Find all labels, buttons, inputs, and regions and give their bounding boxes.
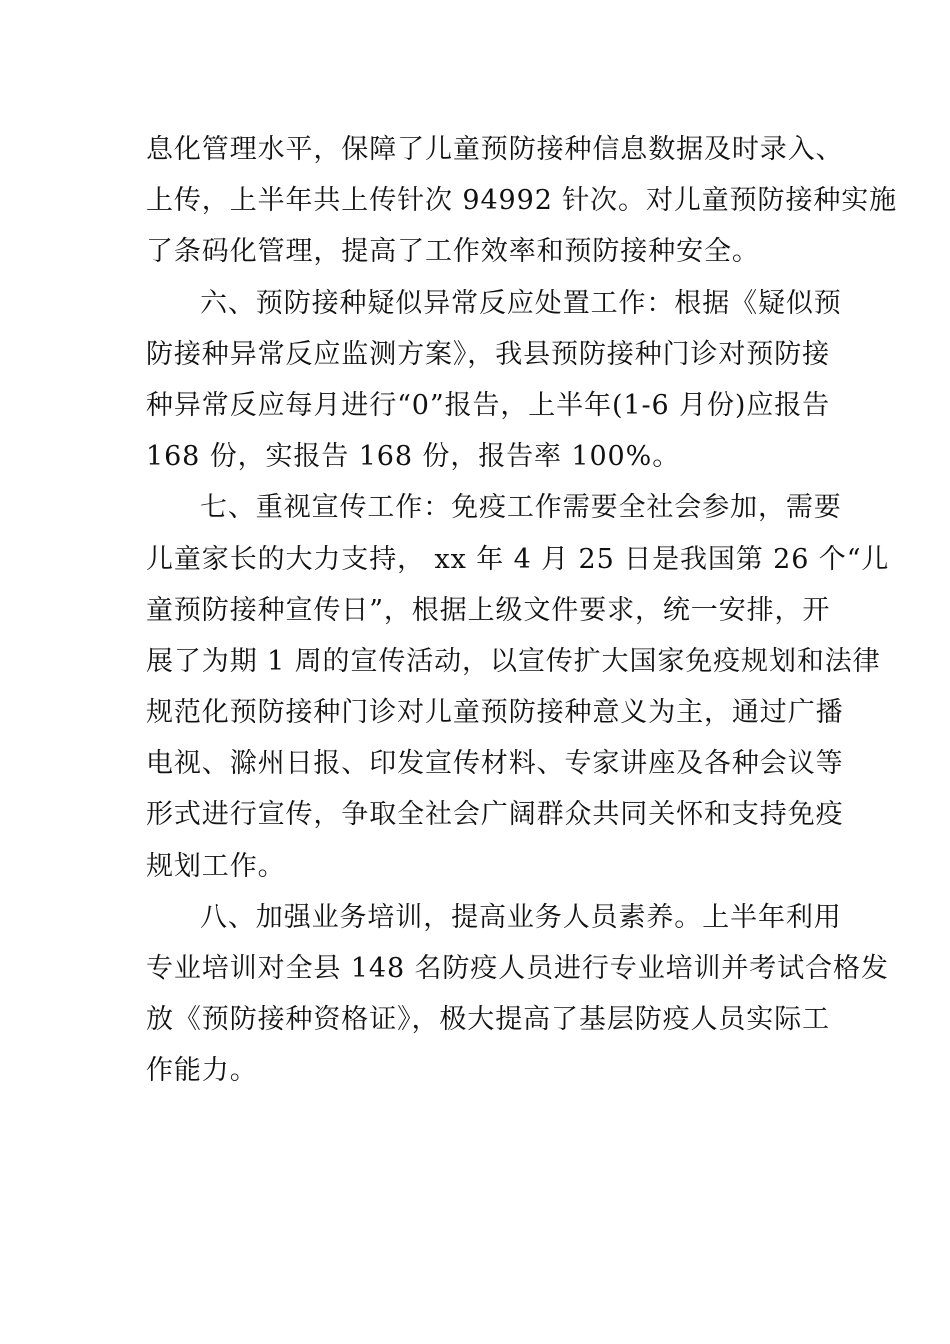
text-line: 防接种异常反应监测方案》，我县预防接种门诊对预防接 (146, 338, 830, 370)
text-line: 专业培训对全县 148 名防疫人员进行专业培训并考试合格发 (146, 953, 889, 984)
text-line: 息化管理水平，保障了儿童预防接种信息数据及时录入、 (146, 134, 844, 165)
text-line: 展了为期 1 周的宣传活动，以宣传扩大国家免疫规划和法律 (146, 645, 881, 677)
paragraph-7-start: 七、重视宣传工作：免疫工作需要全社会参加，需要 (200, 492, 842, 524)
text-line: 儿童家长的大力支持， xx 年 4 月 25 日是我国第 26 个“儿 (146, 543, 890, 575)
text-line: 童预防接种宣传日”，根据上级文件要求，统一安排，开 (146, 594, 831, 626)
text-line: 规划工作。 (146, 850, 286, 882)
text-line: 了条码化管理，提高了工作效率和预防接种安全。 (146, 236, 760, 268)
text-line: 规范化预防接种门诊对儿童预防接种意义为主，通过广播 (146, 697, 844, 729)
text-line: 放《预防接种资格证》，极大提高了基层防疫人员实际工 (146, 1004, 830, 1036)
paragraph-6-start: 六、预防接种疑似异常反应处置工作：根据《疑似预 (200, 287, 842, 319)
text-line: 电视、滁州日报、印发宣传材料、专家讲座及各种会议等 (146, 748, 844, 780)
text-line: 168 份，实报告 168 份，报告率 100%。 (146, 441, 681, 473)
text-line: 上传，上半年共上传针次 94992 针次。对儿童预防接种实施 (146, 185, 898, 217)
text-line: 种异常反应每月进行“0”报告，上半年(1-6 月份)应报告 (146, 389, 831, 421)
text-line: 作能力。 (146, 1055, 258, 1087)
text-line: 形式进行宣传，争取全社会广阔群众共同关怀和支持免疫 (146, 799, 844, 831)
paragraph-8-start: 八、加强业务培训，提高业务人员素养。上半年利用 (200, 901, 842, 933)
document-body (146, 124, 898, 1097)
